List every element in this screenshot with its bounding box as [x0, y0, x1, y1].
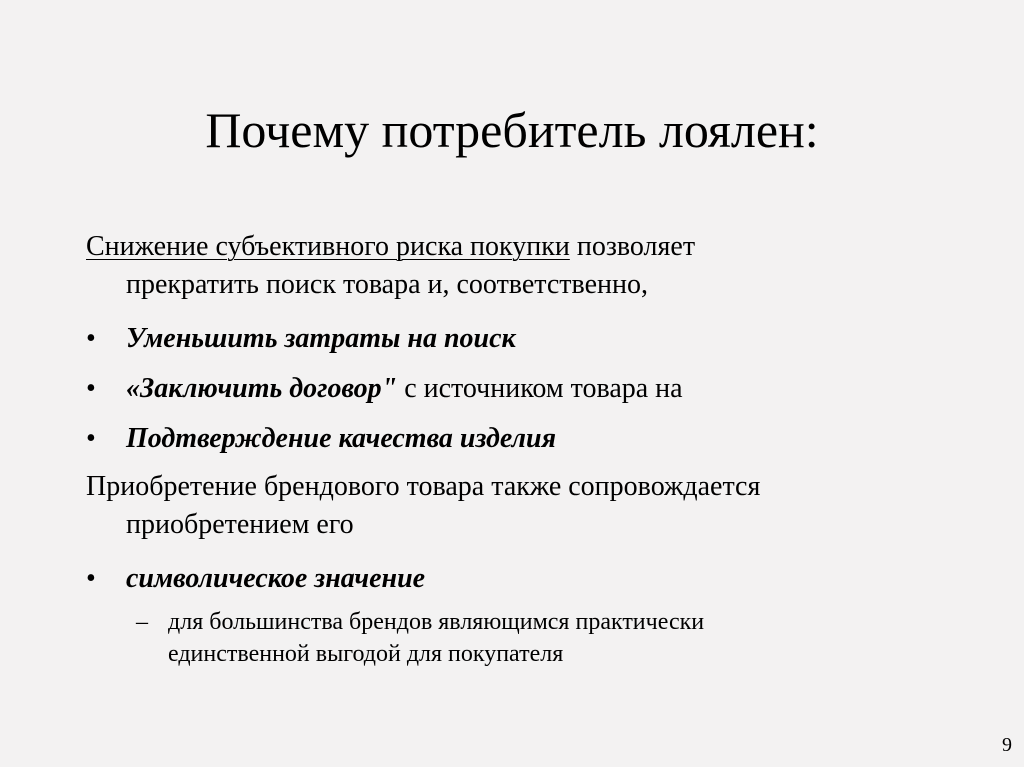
bullet-emphasis: символическое значение	[126, 563, 426, 594]
bullet-emphasis: Подтверждение качества изделия	[126, 423, 557, 454]
sub-bullet-item	[136, 606, 704, 670]
bullet-item	[86, 420, 556, 458]
bullet-item	[86, 560, 425, 598]
paragraph-continuation: приобретением его	[126, 509, 354, 540]
bullet-mark: •	[86, 323, 96, 354]
bullet-text: с источником товара на	[397, 373, 683, 404]
page-number: 9	[1002, 734, 1012, 756]
underlined-phrase: Снижение субъективного риска покупки	[86, 231, 570, 262]
bullet-mark: •	[86, 373, 96, 404]
sub-bullet-continuation: единственной выгодой для покупателя	[168, 641, 564, 667]
dash-mark: –	[136, 609, 148, 635]
bullet-emphasis: Уменьшить затраты на поиск	[126, 323, 516, 354]
bullet-mark: •	[86, 563, 96, 594]
paragraph-continuation: прекратить поиск товара и, соответственно,	[126, 269, 648, 300]
paragraph-text: позволяет	[569, 231, 696, 262]
bullet-item	[86, 320, 516, 358]
paragraph-brand	[86, 468, 760, 544]
paragraph-text: Приобретение брендового товара также сопровождается	[86, 471, 761, 502]
sub-bullet-text: для большинства брендов являющимся практически	[168, 609, 705, 635]
paragraph-risk	[86, 228, 695, 304]
bullet-mark: •	[86, 423, 96, 454]
bullet-emphasis: «Заключить договор"	[126, 373, 398, 404]
slide-title: Почему потребитель лоялен:	[205, 102, 819, 158]
bullet-item	[86, 370, 683, 408]
